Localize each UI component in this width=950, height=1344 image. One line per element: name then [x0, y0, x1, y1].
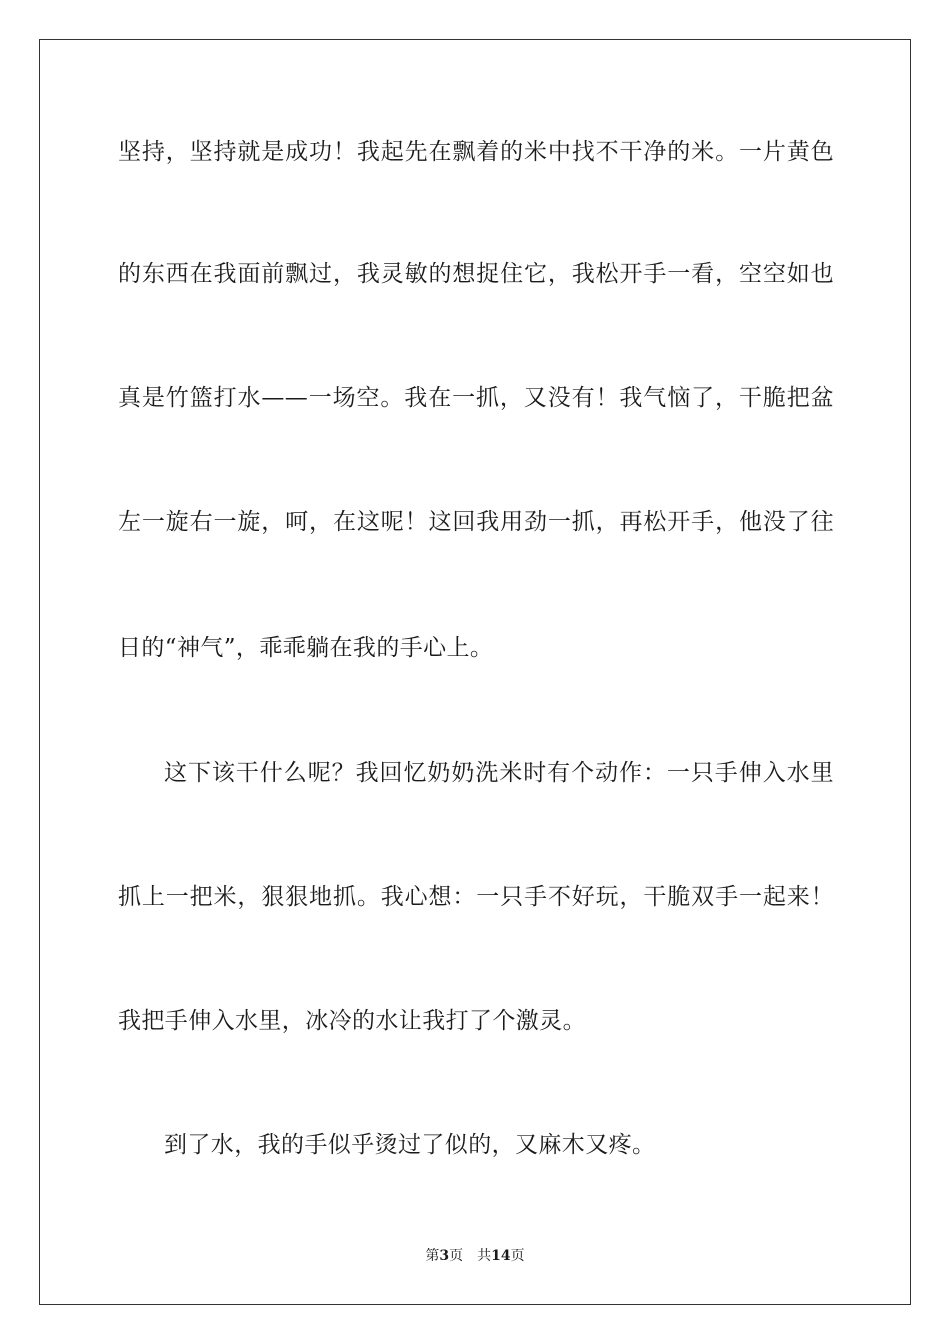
page-suffix: 页	[449, 1248, 464, 1264]
paragraph-start-line: 到了水，我的手似乎烫过了似的，又麻木又疼。	[164, 1132, 656, 1158]
total-prefix: 共	[477, 1248, 492, 1264]
text-line-2: 的东西在我面前飘过，我灵敏的想捉住它，我松开手一看，空空如也	[118, 261, 834, 287]
text-line-8: 我把手伸入水里，冰冷的水让我打了个激灵。	[118, 1008, 586, 1034]
page-prefix: 第	[425, 1248, 440, 1264]
page-number: 3	[439, 1248, 450, 1264]
page-footer	[0, 1246, 950, 1266]
text-line-5: 日的“神气”，乖乖躺在我的手心上。	[118, 635, 494, 661]
text-line-4: 左一旋右一旋，呵，在这呢！这回我用劲一抓，再松开手，他没了往	[118, 509, 834, 535]
text-line-7: 抓上一把米，狠狠地抓。我心想：一只手不好玩，干脆双手一起来！	[118, 884, 834, 910]
total-pages: 14	[491, 1248, 511, 1264]
page-frame	[39, 39, 911, 1305]
text-line-3: 真是竹篮打水——一场空。我在一抓，又没有！我气恼了，干脆把盆	[118, 385, 834, 411]
text-line-1: 坚持，坚持就是成功！我起先在飘着的米中找不干净的米。一片黄色	[118, 139, 834, 165]
paragraph-start-line: 这下该干什么呢？我回忆奶奶洗米时有个动作：一只手伸入水里	[164, 760, 834, 786]
total-suffix: 页	[510, 1248, 525, 1264]
